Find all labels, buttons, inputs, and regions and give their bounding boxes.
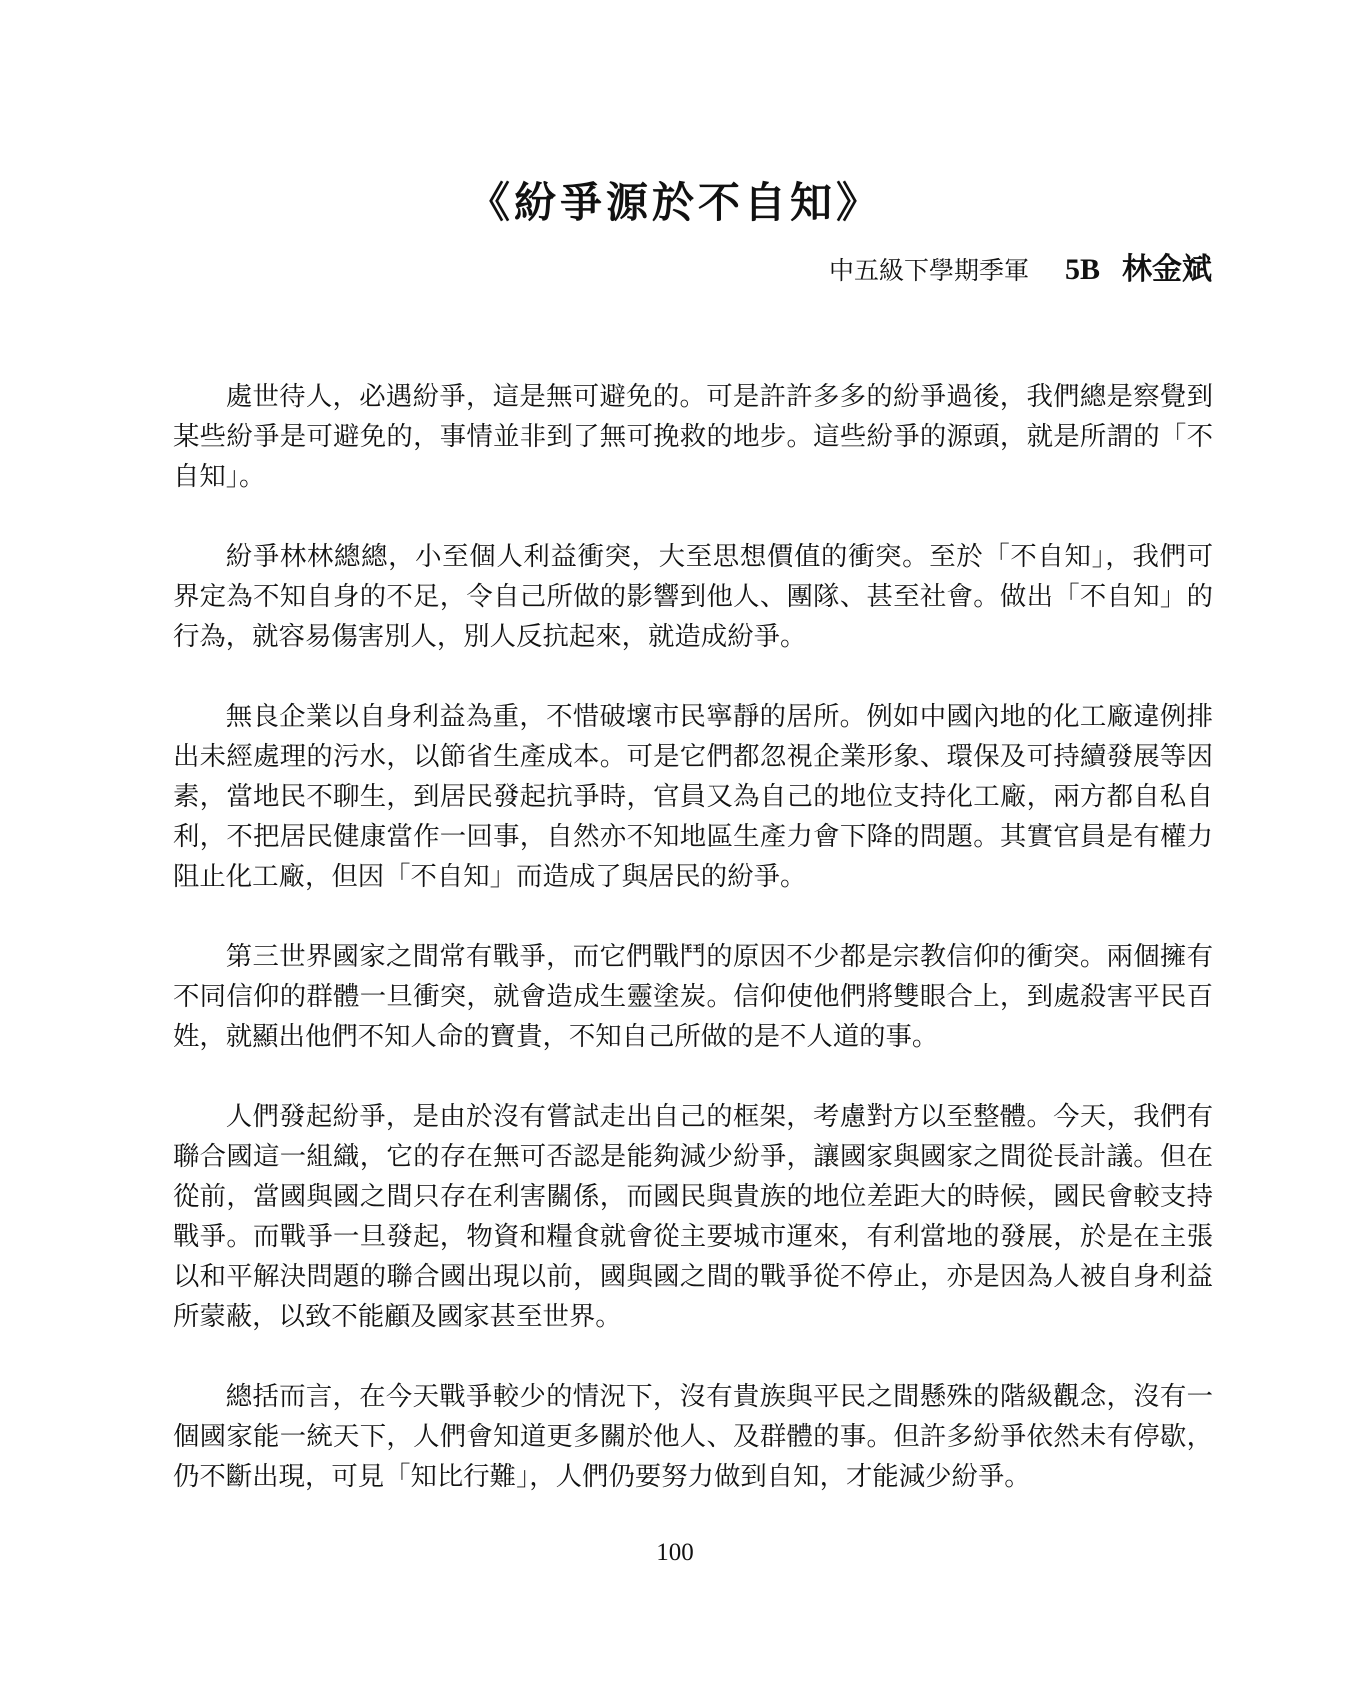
paragraph-5: 人們發起紛爭，是由於沒有嘗試走出自己的框架，考慮對方以至整體。今天，我們有聯合國這一組織，它的存在無可否認是能夠減少紛爭，讓國家與國家之間從長計議。但在從前，當國與國之間只存在利害關係，而國民與貴族的地位差距大的時候，國民會較支持戰爭。而戰爭一旦發起，物資和糧食就會從主要城市運來，有利當地的發展，於是在主張以和平解決問題的聯合國出現以前，國與國之間的戰爭從不停止，亦是因為人被自身利益所蒙蔽，以致不能顧及國家甚至世界。 <box>173 1101 1213 1332</box>
paragraph-1: 處世待人，必遇紛爭，這是無可避免的。可是許許多多的紛爭過後，我們總是察覺到某些紛爭是可避免的，事情並非到了無可挽救的地步。這些紛爭的源頭，就是所謂的「不自知」。 <box>173 381 1213 492</box>
essay-body <box>173 377 1213 1537</box>
author-name: 林金斌 <box>1122 252 1212 287</box>
paragraph-3: 無良企業以自身利益為重，不惜破壞市民寧靜的居所。例如中國內地的化工廠違例排出未經處理的污水，以節省生產成本。可是它們都忽視企業形象、環保及可持續發展等因素，當地民不聊生，到居民發起抗爭時，官員又為自己的地位支持化工廠，兩方都自私自利，不把居民健康當作一回事，自然亦不知地區生產力會下降的問題。其實官員是有權力阻止化工廠，但因「不自知」而造成了與居民的紛爭。 <box>173 701 1213 892</box>
paragraph-4: 第三世界國家之間常有戰爭，而它們戰鬥的原因不少都是宗教信仰的衝突。兩個擁有不同信仰的群體一旦衝突，就會造成生靈塗炭。信仰使他們將雙眼合上，到處殺害平民百姓，就顯出他們不知人命的寶貴，不知自己所做的是不人道的事。 <box>173 941 1213 1052</box>
page-number: 100 <box>656 1539 694 1566</box>
paragraph-2: 紛爭林林總總，小至個人利益衝突，大至思想價值的衝突。至於「不自知」，我們可界定為不知自身的不足，令自己所做的影響到他人、團隊、甚至社會。做出「不自知」的行為，就容易傷害別人，別人反抗起來，就造成紛爭。 <box>173 541 1213 652</box>
byline <box>829 252 1212 288</box>
class-label: 5B <box>1064 253 1100 286</box>
award-label: 中五級下學期季軍 <box>828 256 1029 285</box>
essay-title: 《紛爭源於不自知》 <box>467 178 882 227</box>
paragraph-6: 總括而言，在今天戰爭較少的情況下，沒有貴族與平民之間懸殊的階級觀念，沒有一個國家能一統天下，人們會知道更多關於他人、及群體的事。但許多紛爭依然未有停歇，仍不斷出現，可見「知比行難」，人們仍要努力做到自知，才能減少紛爭。 <box>173 1381 1213 1492</box>
